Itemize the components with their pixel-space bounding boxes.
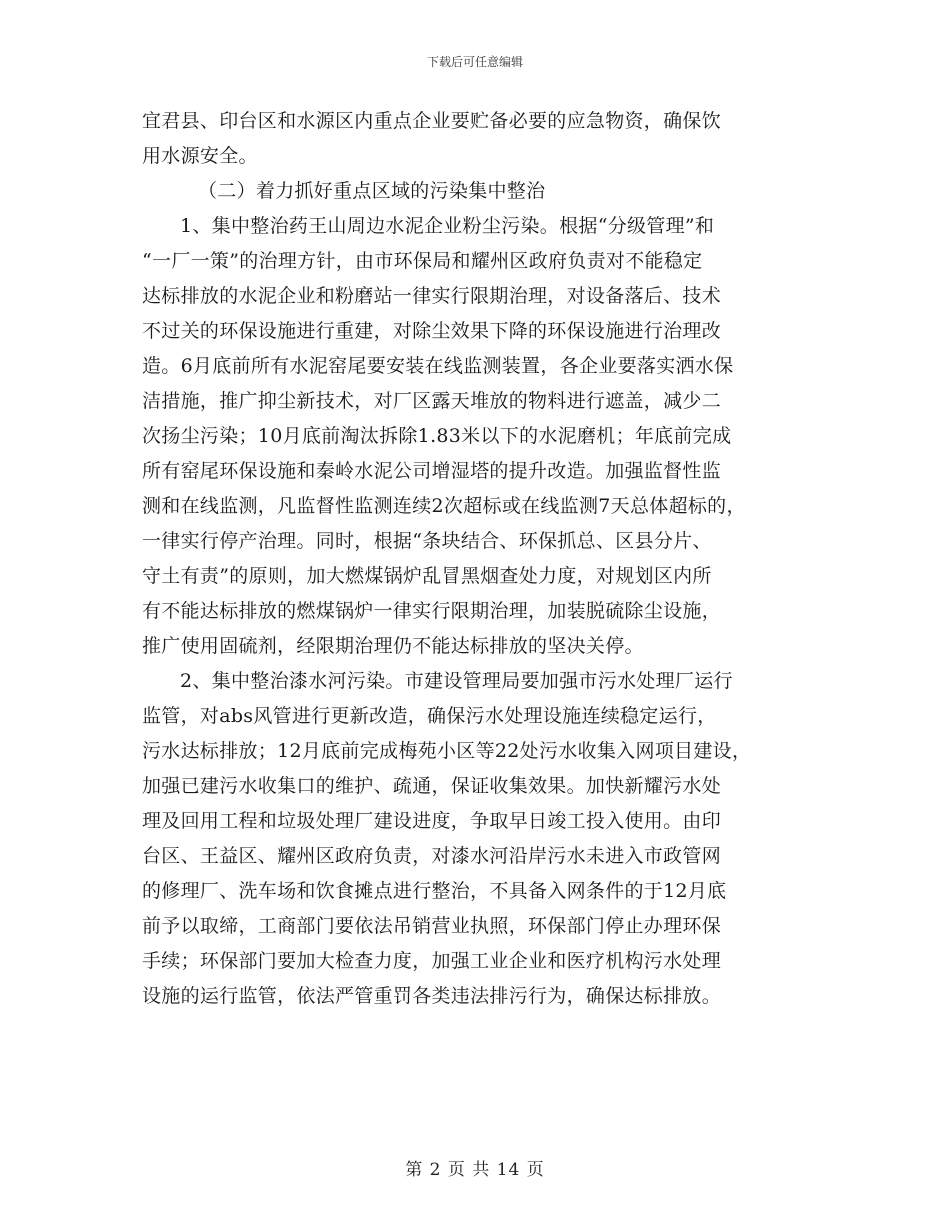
text-line: 一律实行停产治理。同时，根据“条块结合、环保抓总、区县分片、 bbox=[142, 530, 712, 552]
text-line: 造。6月底前所有水泥窑尾要安装在线监测装置，各企业要落实洒水保 bbox=[142, 355, 734, 377]
text-line: 的修理厂、洗车场和饮食摊点进行整治，不具备入网条件的于12月底 bbox=[142, 880, 727, 902]
section-heading: （二）着力抓好重点区域的污染集中整治 bbox=[198, 180, 546, 202]
text-line: 有不能达标排放的燃煤锅炉一律实行限期治理，加装脱硫除尘设施， bbox=[142, 600, 722, 622]
page-number: 第 2 页 共 14 页 bbox=[405, 1160, 545, 1180]
text-line: “一厂一策”的治理方针，由市环保局和耀州区政府负责对不能稳定 bbox=[142, 250, 703, 272]
text-line: 台区、王益区、耀州区政府负责，对漆水河沿岸污水未进入市政管网 bbox=[142, 845, 722, 867]
paragraph-start: 2、集中整治漆水河污染。市建设管理局要加强市污水处理厂运行 bbox=[180, 670, 733, 692]
paragraph-start: 1、集中整治药王山周边水泥企业粉尘污染。根据“分级管理”和 bbox=[180, 215, 715, 237]
text-line: 洁措施，推广抑尘新技术，对厂区露天堆放的物料进行遮盖，减少二 bbox=[142, 390, 722, 412]
text-line: 理及回用工程和垃圾处理厂建设进度，争取早日竣工投入使用。由印 bbox=[142, 810, 722, 832]
page-header: 下载后可任意编辑 bbox=[426, 55, 523, 69]
text-line: 所有窑尾环保设施和秦岭水泥公司增湿塔的提升改造。加强监督性监 bbox=[142, 460, 722, 482]
text-line: 用水源安全。 bbox=[142, 145, 258, 167]
text-line: 宜君县、印台区和水源区内重点企业要贮备必要的应急物资，确保饮 bbox=[142, 110, 722, 132]
text-line: 推广使用固硫剂，经限期治理仍不能达标排放的坚决关停。 bbox=[142, 635, 644, 657]
text-line: 达标排放的水泥企业和粉磨站一律实行限期治理，对设备落后、技术 bbox=[142, 285, 722, 307]
document-body bbox=[142, 104, 842, 1014]
text-line: 次扬尘污染；10月底前淘汰拆除1.83米以下的水泥磨机；年底前完成 bbox=[142, 425, 732, 447]
text-line: 污水达标排放；12月底前完成梅苑小区等22处污水收集入网项目建设， bbox=[142, 740, 752, 762]
text-line: 前予以取缔，工商部门要依法吊销营业执照，环保部门停止办理环保 bbox=[142, 915, 722, 937]
text-line: 设施的运行监管，依法严管重罚各类违法排污行为，确保达标排放。 bbox=[142, 985, 722, 1007]
text-line: 测和在线监测，凡监督性监测连续2次超标或在线监测7天总体超标的， bbox=[142, 495, 746, 517]
text-line: 不过关的环保设施进行重建，对除尘效果下降的环保设施进行治理改 bbox=[142, 320, 722, 342]
text-line: 监管，对abs风管进行更新改造，确保污水处理设施连续稳定运行， bbox=[142, 705, 717, 727]
text-line: 加强已建污水收集口的维护、疏通，保证收集效果。加快新耀污水处 bbox=[142, 775, 722, 797]
text-line: 守土有责”的原则，加大燃煤锅炉乱冒黑烟查处力度，对规划区内所 bbox=[142, 565, 712, 587]
text-line: 手续；环保部门要加大检查力度，加强工业企业和医疗机构污水处理 bbox=[142, 950, 722, 972]
